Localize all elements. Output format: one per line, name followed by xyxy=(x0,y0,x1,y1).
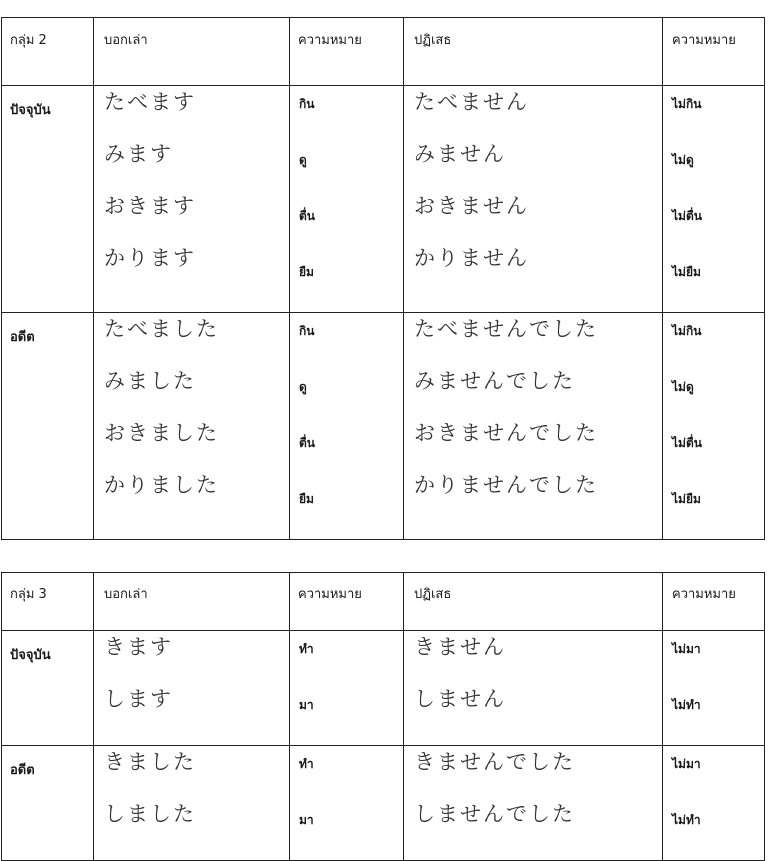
verb-affirmative: おきます xyxy=(104,194,196,218)
group3-header-group: กลุ่ม 3 xyxy=(10,587,47,602)
verb-affirmative: しました xyxy=(104,802,196,826)
verb-negative: たべません xyxy=(414,90,529,114)
group3-header-meaning: ความหมาย xyxy=(298,587,362,602)
verb-meaning: ทำ xyxy=(299,642,314,656)
verb-affirmative: おきました xyxy=(104,421,219,445)
verb-meaning: กิน xyxy=(299,97,315,111)
verb-neg-meaning: ไม่ยืม xyxy=(672,492,701,506)
verb-neg-meaning: ไม่ทำ xyxy=(672,813,701,827)
verb-negative: たべませんでした xyxy=(414,317,598,341)
verb-negative: しません xyxy=(414,687,506,711)
group2-present-label: ปัจจุบัน xyxy=(10,103,51,118)
group2-header-row xyxy=(2,18,765,86)
verb-neg-meaning: ไม่มา xyxy=(672,757,701,771)
verb-neg-meaning: ไม่มา xyxy=(672,642,701,656)
group2-header-negative: ปฏิเสธ xyxy=(414,33,452,48)
verb-neg-meaning: ไม่ดู xyxy=(672,153,694,167)
verb-meaning: ดู xyxy=(299,380,307,394)
verb-neg-meaning: ไม่กิน xyxy=(672,97,702,111)
group3-past-label: อดีต xyxy=(10,763,35,778)
verb-affirmative: します xyxy=(104,687,173,711)
group2-table xyxy=(1,17,765,540)
verb-affirmative: きました xyxy=(104,750,196,774)
group2-past-label: อดีต xyxy=(10,330,35,345)
group3-table xyxy=(1,572,765,861)
verb-negative: おきませんでした xyxy=(414,421,598,445)
verb-meaning: มา xyxy=(299,813,314,827)
verb-negative: みませんでした xyxy=(414,369,575,393)
group3-present-label: ปัจจุบัน xyxy=(10,648,51,663)
group2-header-affirmative: บอกเล่า xyxy=(104,33,148,48)
verb-neg-meaning: ไม่ตื่น xyxy=(672,436,702,450)
verb-meaning: ตื่น xyxy=(299,436,315,450)
verb-affirmative: かりました xyxy=(104,473,219,497)
verb-neg-meaning: ไม่ทำ xyxy=(672,698,701,712)
verb-meaning: ดู xyxy=(299,153,307,167)
verb-meaning: ยืม xyxy=(299,265,314,279)
group2-past-row xyxy=(2,313,765,540)
verb-meaning: ยืม xyxy=(299,492,314,506)
group3-present-row xyxy=(2,631,765,746)
verb-meaning: ทำ xyxy=(299,757,314,771)
group3-header-neg-meaning: ความหมาย xyxy=(672,587,736,602)
verb-affirmative: かります xyxy=(104,246,196,270)
verb-meaning: ตื่น xyxy=(299,209,315,223)
group3-header-negative: ปฏิเสธ xyxy=(414,587,452,602)
verb-negative: みません xyxy=(414,142,506,166)
verb-neg-meaning: ไม่กิน xyxy=(672,324,702,338)
verb-affirmative: たべました xyxy=(104,317,219,341)
group3-past-row xyxy=(2,746,765,861)
verb-negative: きませんでした xyxy=(414,750,575,774)
group2-header-group: กลุ่ม 2 xyxy=(10,33,47,48)
verb-negative: かりません xyxy=(414,246,529,270)
verb-negative: おきません xyxy=(414,194,529,218)
verb-negative: かりませんでした xyxy=(414,473,598,497)
group2-header-meaning: ความหมาย xyxy=(298,33,362,48)
verb-negative: きません xyxy=(414,635,506,659)
verb-meaning: กิน xyxy=(299,324,315,338)
group3-header-row xyxy=(2,573,765,631)
verb-affirmative: たべます xyxy=(104,90,196,114)
verb-neg-meaning: ไม่ดู xyxy=(672,380,694,394)
group2-header-neg-meaning: ความหมาย xyxy=(672,33,736,48)
verb-affirmative: みます xyxy=(104,142,173,166)
group3-header-affirmative: บอกเล่า xyxy=(104,587,148,602)
verb-negative: しませんでした xyxy=(414,802,575,826)
verb-neg-meaning: ไม่ตื่น xyxy=(672,209,702,223)
group2-present-row xyxy=(2,86,765,313)
verb-neg-meaning: ไม่ยืม xyxy=(672,265,701,279)
verb-meaning: มา xyxy=(299,698,314,712)
verb-affirmative: みました xyxy=(104,369,196,393)
verb-affirmative: きます xyxy=(104,635,173,659)
